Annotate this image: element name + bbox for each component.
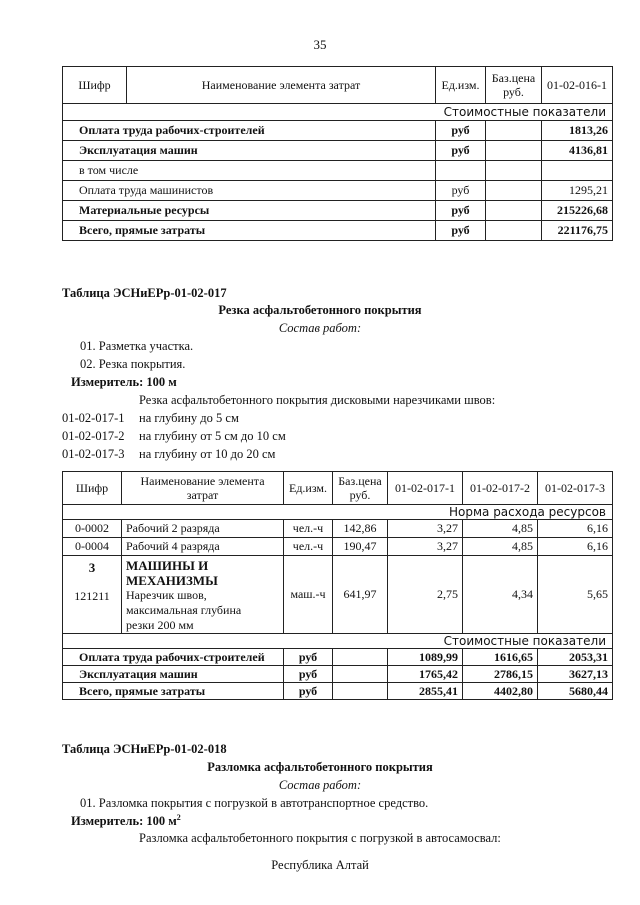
row-value: 4136,81 [542, 141, 613, 161]
header-col-code: 01-02-017-2 [463, 472, 538, 505]
variant-code: 01-02-017-1 [62, 411, 125, 425]
machine-name: Нарезчик швов, максимальная глубина резки 200 мм [126, 588, 242, 632]
section-title-017: Резка асфальтобетонного покрытия [218, 303, 422, 317]
table-row [63, 161, 613, 181]
meter-018: Измеритель: 100 $м^2$ [71, 813, 181, 829]
header-col-code: 01-02-017-3 [538, 472, 613, 505]
total-row: Всего, прямые затраты руб 2855,41 4402,80 5680,44 [63, 683, 613, 700]
row-name: Всего, прямые затраты [63, 221, 436, 241]
row-unit: руб [436, 201, 486, 221]
header-unit: Ед.изм. [284, 472, 333, 505]
table-row [63, 221, 613, 241]
row-unit: руб [436, 221, 486, 241]
header-col-code: 01-02-017-1 [388, 472, 463, 505]
total-row: Оплата труда рабочих-строителей руб 1089,99 1616,65 2053,31 [63, 649, 613, 666]
cost-indicators-row: Стоимостные показатели [63, 634, 613, 649]
section-title-018: Разломка асфальтобетонного покрытия [207, 760, 433, 774]
row-unit: руб [436, 181, 486, 201]
table-row: 0-0002 Рабочий 2 разряда чел.-ч 142,86 3,27 4,85 6,16 [63, 520, 613, 538]
work-item: 01. Разметка участка. [80, 339, 194, 353]
table-row [63, 181, 613, 201]
table-header-row [63, 67, 613, 104]
variant-text: на глубину от 5 см до 10 см [139, 429, 286, 443]
header-col-code: 01-02-016-1 [542, 67, 613, 104]
description-018: Разломка асфальтобетонного покрытия с погрузкой в автосамосвал: [139, 831, 501, 845]
description-017: Резка асфальтобетонного покрытия дисковыми нарезчиками швов: [139, 393, 496, 407]
header-base-price: Баз.цена руб. [333, 472, 388, 505]
header-name: Наименование элемента затрат [127, 67, 436, 104]
machines-group-code: 3 [88, 560, 96, 575]
row-name: Оплата труда машинистов [63, 181, 436, 201]
row-name: Материальные ресурсы [63, 201, 436, 221]
cost-indicators-row: Стоимостные показатели [63, 104, 613, 121]
machine-code: 121211 [74, 589, 110, 603]
norm-row: Норма расхода ресурсов [63, 505, 613, 520]
table-header-row [63, 472, 613, 505]
table-row [63, 201, 613, 221]
work-item: 02. Резка покрытия. [80, 357, 186, 371]
table-row: 0-0004 Рабочий 4 разряда чел.-ч 190,47 3,27 4,85 6,16 [63, 538, 613, 556]
works-heading-018: Состав работ: [278, 778, 362, 792]
row-value: 1813,26 [542, 121, 613, 141]
header-code: Шифр [63, 67, 127, 104]
meter-017: Измеритель: 100 м [71, 375, 177, 389]
footer-region: Республика Алтай [271, 858, 369, 872]
row-value [542, 161, 613, 181]
variant-code: 01-02-017-2 [62, 429, 125, 443]
row-name: Эксплуатация машин [63, 141, 436, 161]
row-value: 215226,68 [542, 201, 613, 221]
table-row [63, 141, 613, 161]
header-unit: Ед.изм. [436, 67, 486, 104]
row-unit: руб [436, 121, 486, 141]
machines-group-name: МАШИНЫ И МЕХАНИЗМЫ [126, 558, 218, 588]
row-unit [436, 161, 486, 181]
table-row [63, 121, 613, 141]
page-number: 35 [313, 37, 327, 52]
row-name: Оплата труда рабочих-строителей [63, 121, 436, 141]
table-label-017: Таблица ЭСНиЕРр-01-02-017 [62, 286, 227, 300]
row-unit: руб [436, 141, 486, 161]
table-01-02-016 [62, 66, 613, 241]
row-name: в том числе [63, 161, 436, 181]
row-value: 221176,75 [542, 221, 613, 241]
variant-code: 01-02-017-3 [62, 447, 125, 461]
header-base-price: Баз.цена руб. [486, 67, 542, 104]
variant-text: на глубину от 10 до 20 см [139, 447, 276, 461]
header-name: Наименование элемента затрат [122, 472, 284, 505]
header-code: Шифр [63, 472, 122, 505]
total-row: Эксплуатация машин руб 1765,42 2786,15 3627,13 [63, 666, 613, 683]
machines-row: 3 121211 МАШИНЫ И МЕХАНИЗМЫ Нарезчик швов, максимальная глубина резки 200 мм маш.-ч 641,97 2,75 4,34 5,65 [63, 556, 613, 634]
work-item: 01. Разломка покрытия с погрузкой в автотранспортное средство. [80, 796, 429, 810]
variant-text: на глубину до 5 см [139, 411, 239, 425]
table-label-018: Таблица ЭСНиЕРр-01-02-018 [62, 742, 227, 756]
row-value: 1295,21 [542, 181, 613, 201]
works-heading-017: Состав работ: [278, 321, 362, 335]
table-01-02-017 [62, 471, 613, 700]
